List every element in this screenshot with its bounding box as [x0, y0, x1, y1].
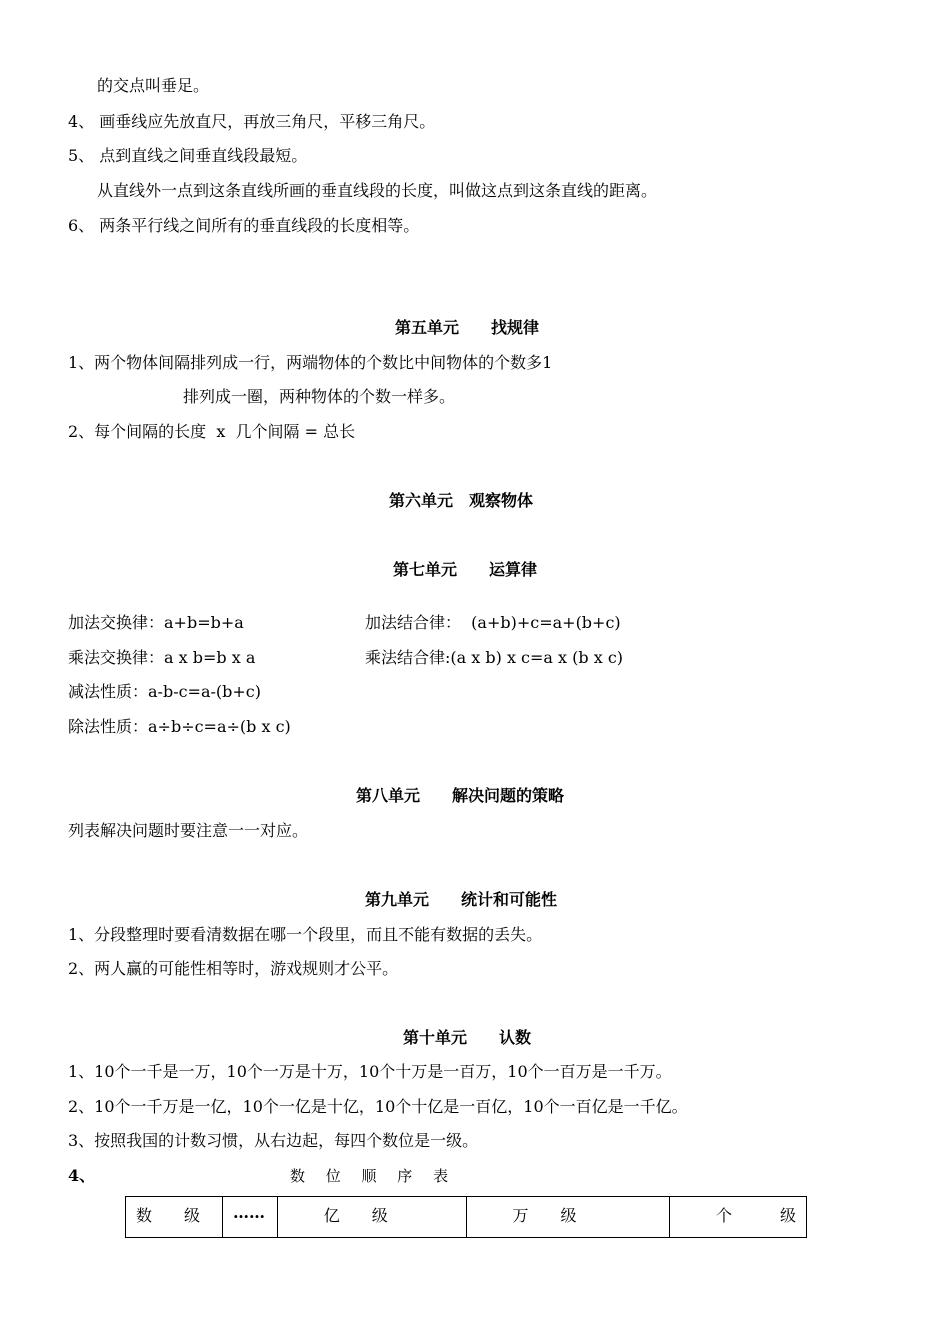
unit6-heading: 第六单元 观察物体: [389, 491, 534, 510]
law-sub-prop: 减法性质：a-b-c=a-(b+c): [68, 682, 262, 701]
table-cell: ……: [223, 1197, 278, 1238]
text-line: 1、10个一千是一万，10个一万是十万，10个十万是一百万，10个一百万是一千万。: [68, 1062, 672, 1081]
text-line: 列表解决问题时要注意一一对应。: [68, 821, 309, 840]
text-line: 1、分段整理时要看清数据在哪一个段里，而且不能有数据的丢失。: [68, 925, 543, 944]
text-line: 1、两个物体间隔排列成一行，两端物体的个数比中间物体的个数多1: [68, 353, 553, 372]
law-add-comm: 加法交换律：a+b=b+a: [68, 613, 244, 632]
text-line: 4、 画垂线应先放直尺，再放三角尺，平移三角尺。: [68, 112, 436, 131]
text-line: 的交点叫垂足。: [97, 76, 210, 95]
item-number: 4、: [68, 1166, 96, 1185]
table-cell: 数 级: [126, 1197, 223, 1238]
text-line: 2、每个间隔的长度 x 几个间隔 = 总长: [68, 422, 356, 441]
unit7-heading: 第七单元 运算律: [393, 560, 538, 579]
law-div-prop: 除法性质：a÷b÷c=a÷(b x c): [68, 717, 291, 736]
unit10-heading: 第十单元 认数: [403, 1028, 532, 1047]
unit5-heading: 第五单元 找规律: [395, 318, 540, 337]
unit8-heading: 第八单元 解决问题的策略: [356, 786, 565, 805]
text-line: 5、 点到直线之间垂直线段最短。: [68, 146, 308, 165]
table-cell: 个 级: [669, 1197, 806, 1238]
table-cell: 亿 级: [277, 1197, 466, 1238]
law-add-assoc: 加法结合律： (a+b)+c=a+(b+c): [365, 613, 621, 632]
text-line: 2、10个一千万是一亿，10个一亿是十亿，10个十亿是一百亿，10个一百亿是一千亿。: [68, 1097, 688, 1116]
law-mul-assoc: 乘法结合律:(a x b) x c=a x (b x c): [365, 648, 624, 667]
unit9-heading: 第九单元 统计和可能性: [365, 890, 558, 909]
text-line: 从直线外一点到这条直线所画的垂直线段的长度，叫做这点到这条直线的距离。: [97, 181, 658, 200]
law-mul-comm: 乘法交换律：a x b=b x a: [68, 648, 256, 667]
table-caption: 数 位 顺 序 表: [290, 1167, 457, 1185]
table-row: [126, 1197, 807, 1238]
text-line: 排列成一圈，两种物体的个数一样多。: [183, 387, 456, 406]
text-line: 6、 两条平行线之间所有的垂直线段的长度相等。: [68, 216, 420, 235]
digit-order-table: [125, 1196, 807, 1238]
text-line: 2、两人赢的可能性相等时，游戏规则才公平。: [68, 959, 399, 978]
table-cell: 万 级: [466, 1197, 669, 1238]
text-line: 3、按照我国的计数习惯，从右边起，每四个数位是一级。: [68, 1131, 479, 1150]
